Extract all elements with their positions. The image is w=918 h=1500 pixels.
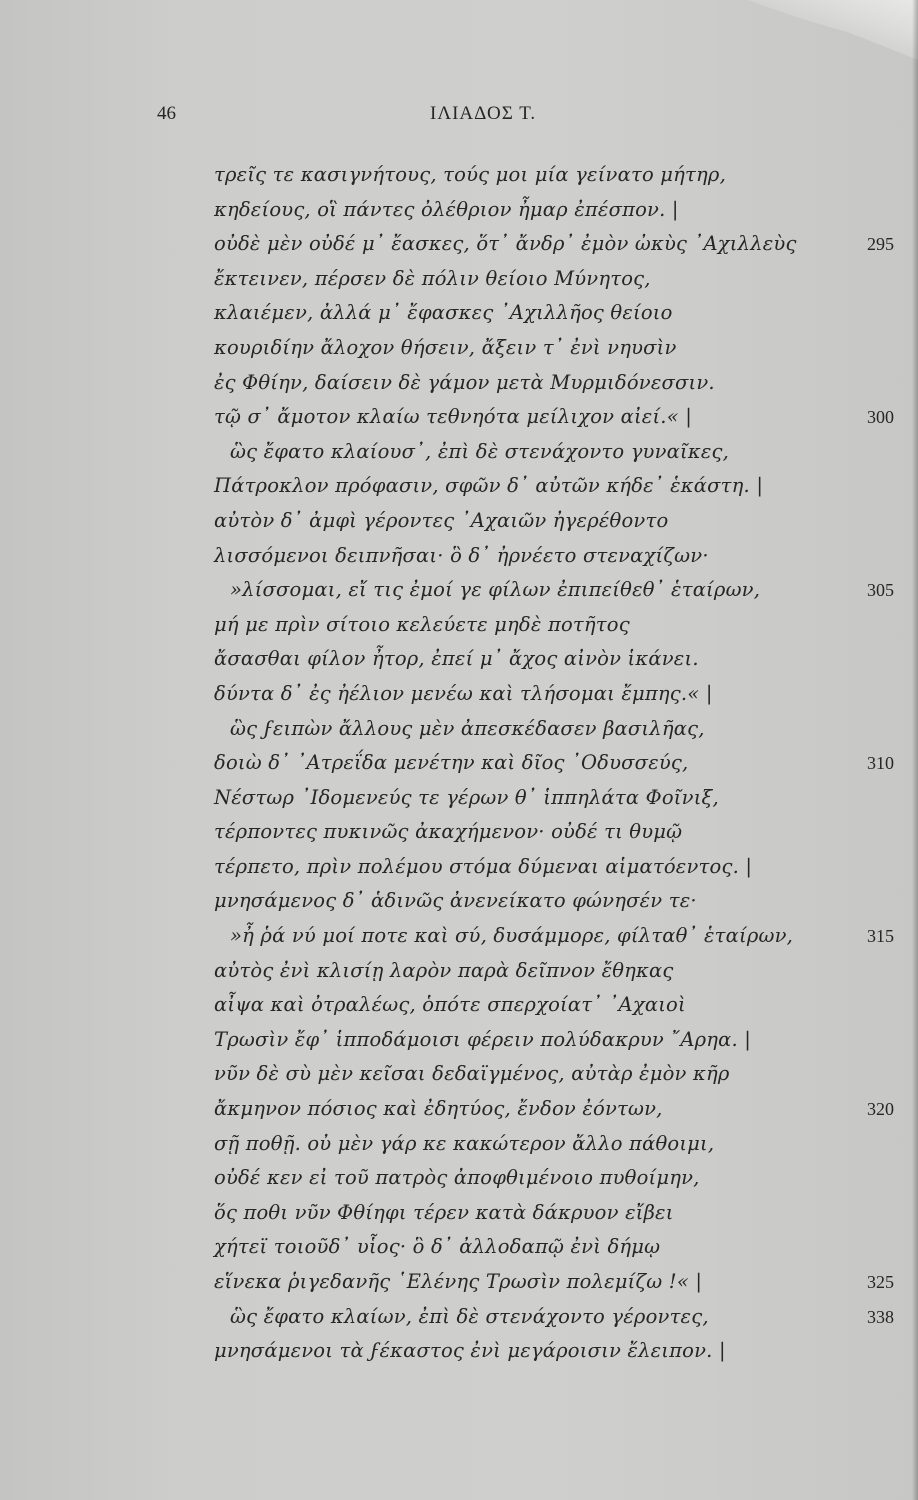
verse-line xyxy=(214,469,904,504)
verse-text: δοιὼ δ᾽ ᾿Ατρεΐδα μενέτην καὶ δῖος ᾿Οδυσσεύς, xyxy=(214,751,689,775)
running-title: ΙΛΙΑΔΟΣ Τ. xyxy=(430,103,537,124)
verse-text: ὣς ἔφατο κλαίων, ἐπὶ δὲ στενάχοντο γέροντες, xyxy=(230,1304,709,1328)
verse-text: Νέστωρ ᾿Ιδομενεύς τε γέρων θ᾽ ἱππηλάτα Φοῖνιξ, xyxy=(214,785,719,809)
verse-text: χήτεϊ τοιοῦδ᾽ υἷος· ὃ δ᾽ ἀλλοδαπῷ ἐνὶ δήμῳ xyxy=(214,1235,661,1259)
verse-text: νῦν δὲ σὺ μὲν κεῖσαι δεδαϊγμένος, αὐτὰρ ἐμὸν κῆρ xyxy=(214,1062,730,1086)
verse-line xyxy=(214,677,904,712)
line-number: 320 xyxy=(867,1099,894,1120)
verse-text: δύντα δ᾽ ἐς ἠέλιον μενέω καὶ τλήσομαι ἔμπης.« | xyxy=(214,681,713,705)
verse-text: ἔκτεινεν, πέρσεν δὲ πόλιν θείοιο Μύνητος, xyxy=(214,266,651,290)
verse-text: ἐς Φθίην, δαίσειν δὲ γάμον μετὰ Μυρμιδόνεσσιν. xyxy=(214,370,715,394)
verse-text: τέρπετο, πρὶν πολέμου στόμα δύμεναι αἱματόεντος. | xyxy=(214,854,753,878)
verse-line xyxy=(214,400,904,435)
verse-line xyxy=(214,815,904,850)
page-number: 46 xyxy=(157,103,176,124)
verse-line xyxy=(214,884,904,919)
verse-text: σῇ ποθῇ. οὐ μὲν γάρ κε κακώτερον ἄλλο πάθοιμι, xyxy=(214,1131,715,1155)
verse-line xyxy=(214,1196,904,1231)
verse-line xyxy=(214,1161,904,1196)
verse-line xyxy=(214,227,904,262)
verse-line xyxy=(214,193,904,228)
torn-corner xyxy=(748,0,918,60)
verse-line xyxy=(214,1334,904,1369)
verse-text: Πάτροκλον πρόφασιν, σφῶν δ᾽ αὐτῶν κήδε᾽ ἑκάστη. | xyxy=(214,474,764,498)
verse-line xyxy=(214,296,904,331)
verse-text: »ἦ ῥά νύ μοί ποτε καὶ σύ, δυσάμμορε, φίλταθ᾽ ἑταίρων, xyxy=(230,924,794,948)
verse-line xyxy=(214,331,904,366)
verse-line xyxy=(214,746,904,781)
running-header xyxy=(0,103,918,131)
line-number: 310 xyxy=(867,753,894,774)
verse-line xyxy=(214,573,904,608)
line-number: 305 xyxy=(867,580,894,601)
verse-line xyxy=(214,366,904,401)
verse-line xyxy=(214,1023,904,1058)
line-number: 315 xyxy=(867,926,894,947)
line-number: 295 xyxy=(867,234,894,255)
verse-line xyxy=(214,1057,904,1092)
verse-text: αὐτὸν δ᾽ ἀμφὶ γέροντες ᾿Αχαιῶν ἠγερέθοντο xyxy=(214,508,669,532)
verse-line xyxy=(214,435,904,470)
verse-text: τέρποντες πυκινῶς ἀκαχήμενον· οὐδέ τι θυμῷ xyxy=(214,820,683,844)
verse-line xyxy=(214,1265,904,1300)
verse-line xyxy=(214,988,904,1023)
line-number: 325 xyxy=(867,1272,894,1292)
verse-block xyxy=(214,158,904,1369)
page-edge-shadow xyxy=(912,0,918,1500)
verse-line xyxy=(214,158,904,193)
line-number: 338 xyxy=(867,1306,894,1327)
verse-line xyxy=(214,712,904,747)
verse-text: ὅς ποθι νῦν Φθίηφι τέρεν κατὰ δάκρυον εἴβει xyxy=(214,1200,674,1224)
verse-text: ἄκμηνον πόσιος καὶ ἐδητύος, ἔνδον ἐόντων, xyxy=(214,1097,663,1121)
verse-text: »λίσσομαι, εἴ τις ἐμοί γε φίλων ἐπιπείθεθ᾽ ἑταίρων, xyxy=(230,578,761,602)
verse-text: τῷ σ᾽ ἄμοτον κλαίω τεθνηότα μείλιχον αἰεί.« | xyxy=(214,405,693,429)
verse-text: κουριδίην ἄλοχον θήσειν, ἄξειν τ᾽ ἐνὶ νηυσὶν xyxy=(214,335,677,359)
verse-text: μνησάμενοι τὰ ϝέκαστος ἐνὶ μεγάροισιν ἔλειπον. | xyxy=(214,1339,726,1363)
verse-text: οὐδὲ μὲν οὐδέ μ᾽ ἔασκες, ὅτ᾽ ἄνδρ᾽ ἐμὸν ὠκὺς ᾿Αχιλλεὺς xyxy=(214,232,797,256)
verse-text: μή με πρὶν σίτοιο κελεύετε μηδὲ ποτῆτος xyxy=(214,612,630,636)
verse-line xyxy=(214,642,904,677)
verse-text: λισσόμενοι δειπνῆσαι· ὃ δ᾽ ἠρνέετο στεναχίζων· xyxy=(214,543,709,567)
verse-line xyxy=(214,781,904,816)
verse-line xyxy=(214,539,904,574)
line-number: 300 xyxy=(867,407,894,428)
verse-text: κλαιέμεν, ἀλλά μ᾽ ἔφασκες ᾿Αχιλλῆος θείοιο xyxy=(214,301,673,325)
verse-line xyxy=(214,608,904,643)
verse-line xyxy=(214,850,904,885)
verse-text: ὣς ἔφατο κλαίουσ᾽, ἐπὶ δὲ στενάχοντο γυναῖκες, xyxy=(230,439,730,463)
verse-text: αἶψα καὶ ὀτραλέως, ὁπότε σπερχοίατ᾽ ᾿Αχαιοὶ xyxy=(214,993,686,1017)
verse-text: τρεῖς τε κασιγνήτους, τούς μοι μία γείνατο μήτηρ, xyxy=(214,163,726,186)
verse-line xyxy=(214,504,904,539)
verse-text: ὣς ϝειπὼν ἄλλους μὲν ἀπεσκέδασεν βασιλῆας, xyxy=(230,716,705,740)
verse-line xyxy=(214,1092,904,1127)
verse-text: αὐτὸς ἐνὶ κλισίῃ λαρὸν παρὰ δεῖπνον ἔθηκας xyxy=(214,958,674,982)
verse-text: μνησάμενος δ᾽ ἁδινῶς ἀνενείκατο φώνησέν τε· xyxy=(214,889,697,913)
verse-line xyxy=(214,919,904,954)
verse-text: ἄσασθαι φίλον ἦτορ, ἐπεί μ᾽ ἄχος αἰνὸν ἱκάνει. xyxy=(214,647,699,671)
verse-line xyxy=(214,1300,904,1335)
verse-line xyxy=(214,954,904,989)
verse-line xyxy=(214,1230,904,1265)
verse-line xyxy=(214,1127,904,1162)
verse-text: Τρωσὶν ἔφ᾽ ἱπποδάμοισι φέρειν πολύδακρυν ῎Αρηα. | xyxy=(214,1027,752,1051)
verse-text: κηδείους, οἳ πάντες ὀλέθριον ἦμαρ ἐπέσπον. | xyxy=(214,197,679,221)
verse-text: οὐδέ κεν εἰ τοῦ πατρὸς ἀποφθιμένοιο πυθοίμην, xyxy=(214,1166,700,1190)
verse-text: εἵνεκα ῥιγεδανῆς ῾Ελένης Τρωσὶν πολεμίζω !« | xyxy=(214,1270,703,1293)
verse-line xyxy=(214,262,904,297)
